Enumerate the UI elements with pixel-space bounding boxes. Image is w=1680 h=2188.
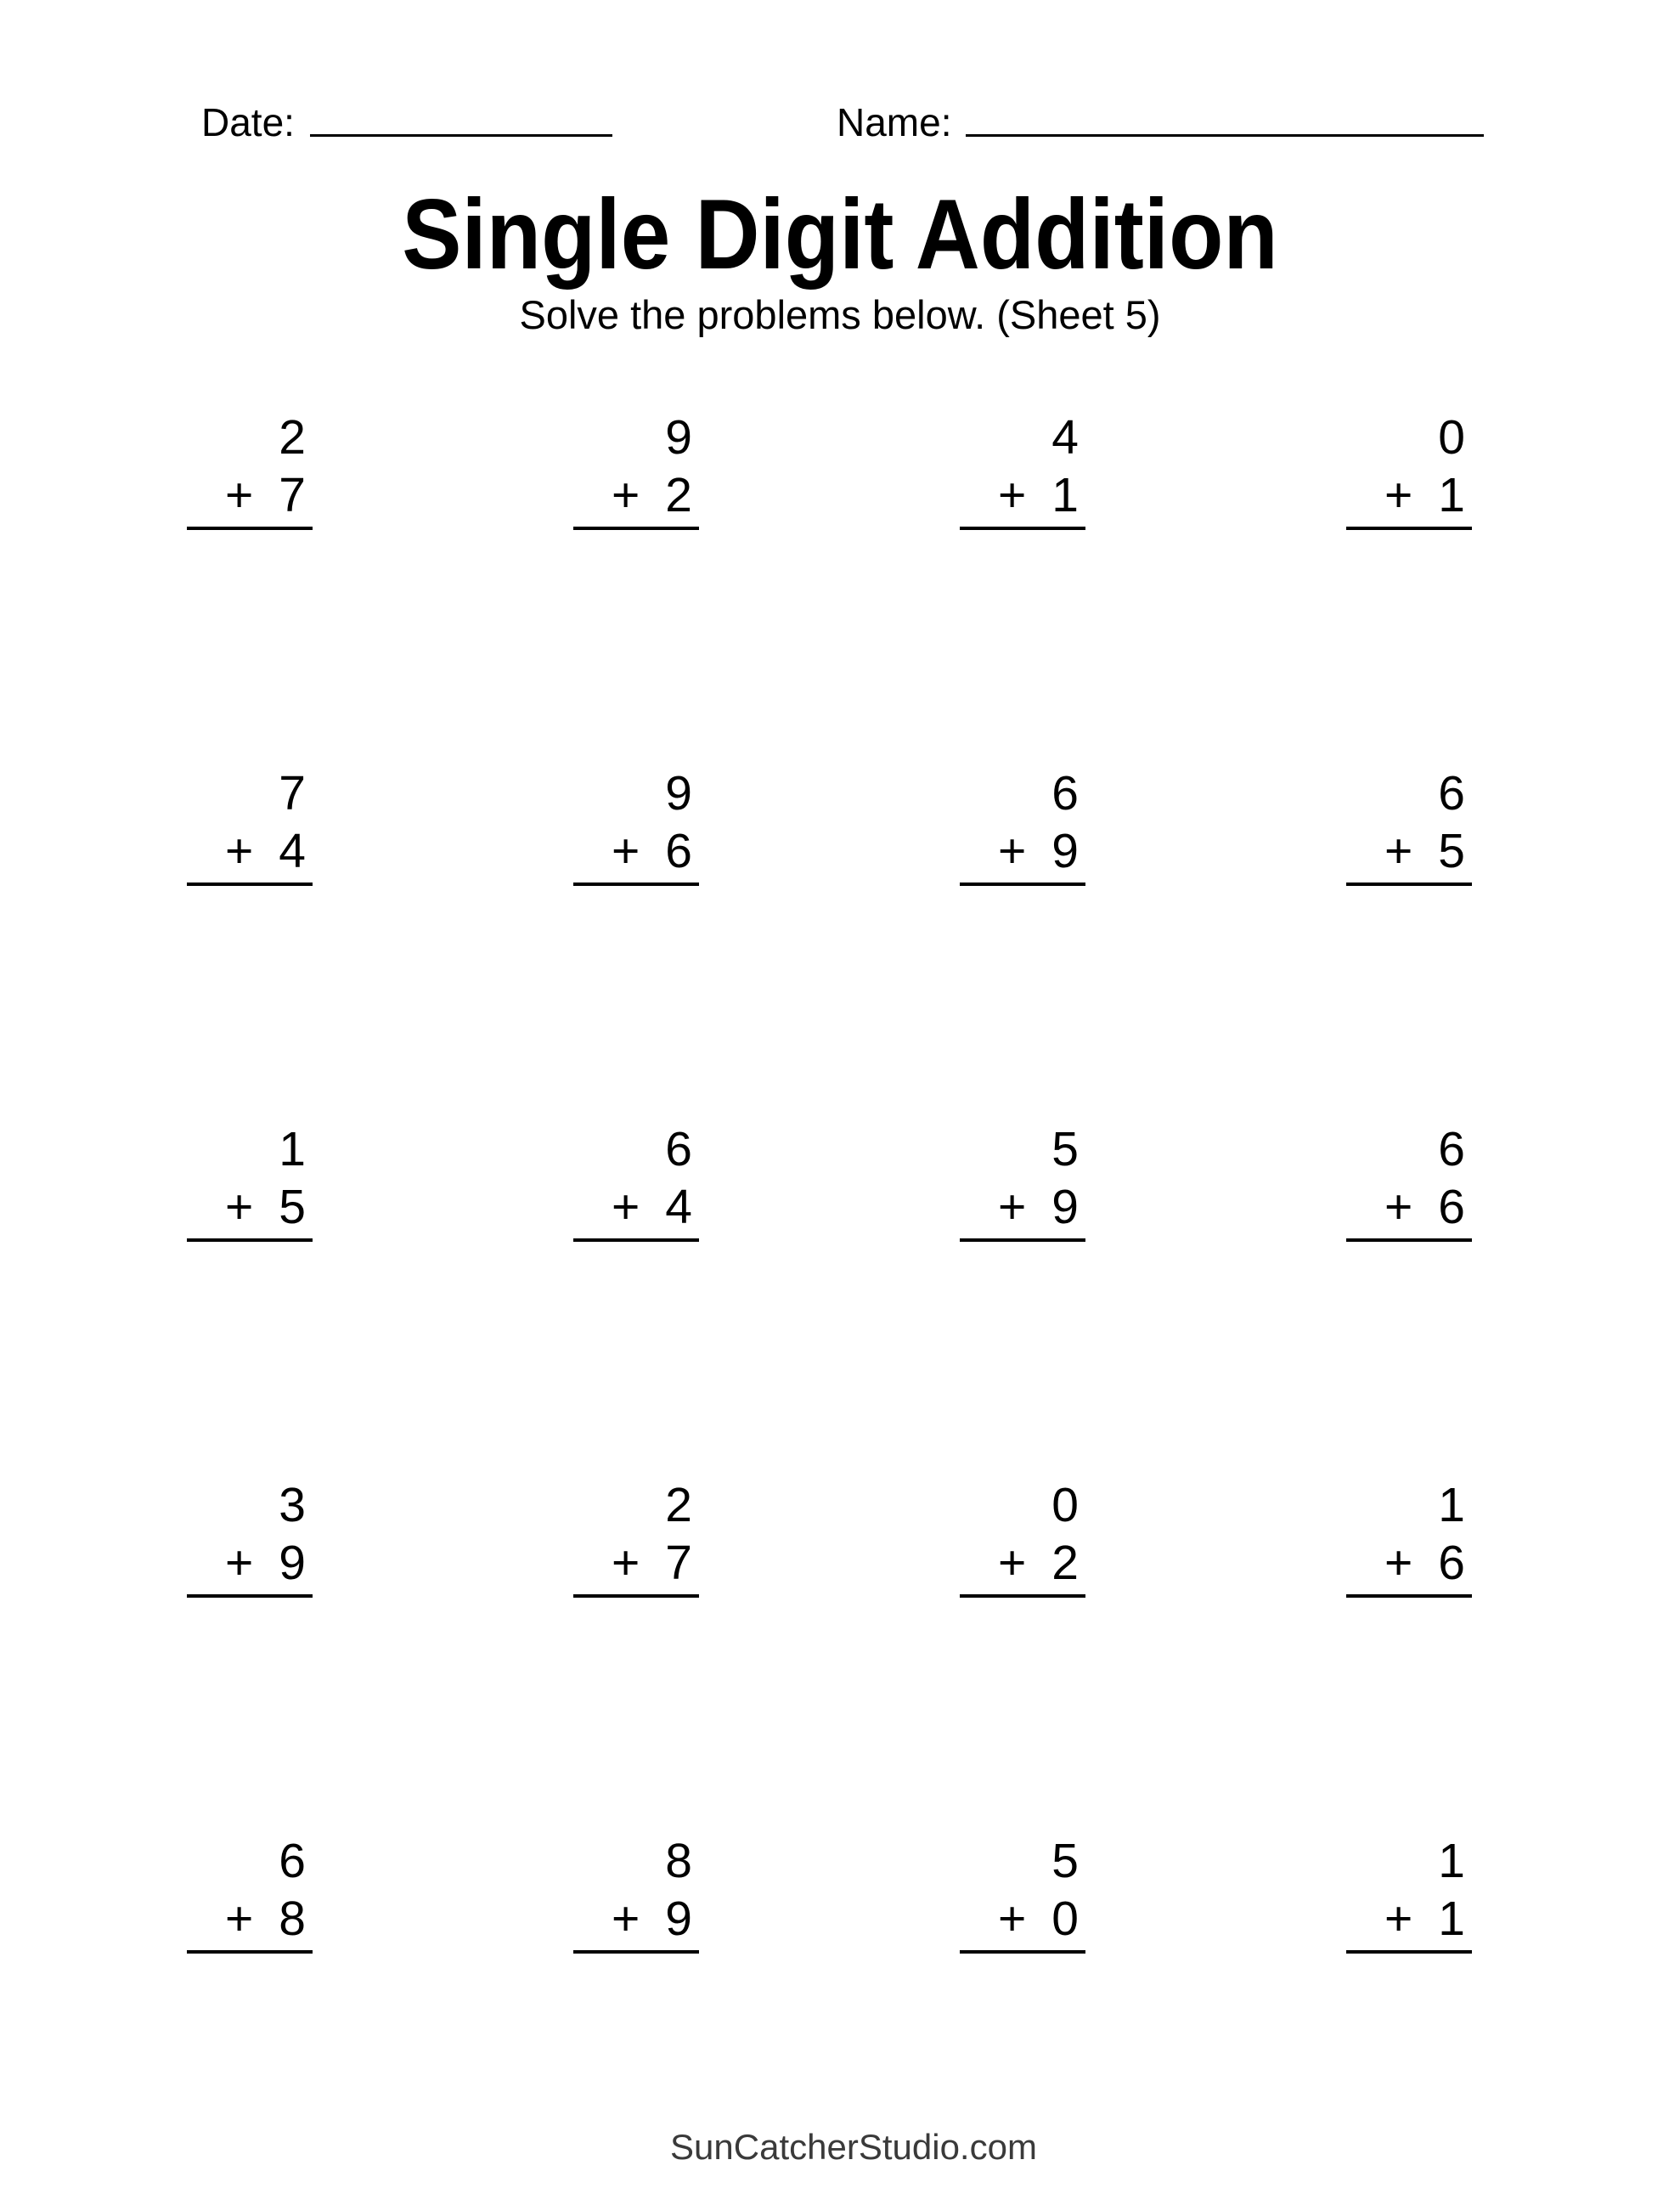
bottom-row [960,466,1085,524]
top-addend: 1 [279,1122,306,1176]
top-addend: 9 [665,410,692,465]
addition-problem [573,1476,699,1832]
top-addend: 0 [1438,410,1465,465]
bottom-row [960,1534,1085,1592]
addition-problem [573,1120,699,1476]
bottom-row [1346,1890,1472,1948]
bottom-row [187,822,313,880]
addition-problem [1346,764,1472,1120]
name-blank-line [966,134,1484,137]
bottom-row [187,1178,313,1236]
bottom-addend: 9 [1051,824,1079,878]
addition-problem [1346,1120,1472,1476]
plus-operator: + [998,468,1027,522]
answer-line [187,1950,313,1954]
plus-operator: + [225,1536,254,1590]
page-title [0,166,1680,302]
answer-line [573,1238,699,1242]
bottom-row [1346,1534,1472,1592]
bottom-row [187,1890,313,1948]
plus-operator: + [612,468,640,522]
bottom-row [573,1178,699,1236]
bottom-addend: 4 [279,824,306,878]
answer-line [187,1238,313,1242]
plus-operator: + [998,824,1027,878]
bottom-row [1346,1178,1472,1236]
bottom-row [1346,466,1472,524]
top-addend: 8 [665,1834,692,1888]
top-addend: 0 [1051,1478,1079,1532]
bottom-addend: 6 [1438,1180,1465,1234]
bottom-addend: 6 [1438,1536,1465,1590]
top-addend: 2 [279,410,306,465]
bottom-row [960,1178,1085,1236]
bottom-addend: 2 [665,468,692,522]
bottom-addend: 7 [279,468,306,522]
bottom-row [960,1890,1085,1948]
plus-operator: + [225,824,254,878]
top-addend: 6 [1438,1122,1465,1176]
plus-operator: + [1384,468,1413,522]
date-blank-line [310,134,612,137]
answer-line [573,1594,699,1598]
bottom-addend: 4 [665,1180,692,1234]
answer-line [1346,1950,1472,1954]
bottom-row [573,1890,699,1948]
top-addend: 1 [1438,1834,1465,1888]
bottom-addend: 1 [1438,468,1465,522]
top-addend: 6 [1438,766,1465,820]
plus-operator: + [612,1180,640,1234]
bottom-addend: 1 [1051,468,1079,522]
answer-line [187,1594,313,1598]
answer-line [960,1594,1085,1598]
answer-line [1346,883,1472,886]
plus-operator: + [1384,1180,1413,1234]
name-label: Name: [837,100,952,144]
addition-problem [960,1476,1085,1832]
answer-line [960,1950,1085,1954]
answer-line [573,883,699,886]
date-label: Date: [201,100,295,144]
plus-operator: + [998,1536,1027,1590]
answer-line [573,527,699,530]
bottom-row [1346,822,1472,880]
bottom-addend: 8 [279,1892,306,1946]
addition-problem [1346,409,1472,764]
top-addend: 4 [1051,410,1079,465]
problems-grid [187,409,1472,2188]
plus-operator: + [612,1536,640,1590]
top-addend: 3 [279,1478,306,1532]
footer-site-text: SunCatcherStudio.com [670,2127,1037,2167]
answer-line [187,527,313,530]
top-addend: 6 [279,1834,306,1888]
top-addend: 1 [1438,1478,1465,1532]
bottom-row [187,466,313,524]
plus-operator: + [225,1180,254,1234]
answer-line [1346,527,1472,530]
answer-line [960,527,1085,530]
addition-problem [187,1120,313,1476]
answer-line [187,883,313,886]
addition-problem [960,764,1085,1120]
plus-operator: + [225,468,254,522]
bottom-addend: 2 [1051,1536,1079,1590]
answer-line [960,883,1085,886]
bottom-addend: 6 [665,824,692,878]
top-addend: 5 [1051,1122,1079,1176]
bottom-addend: 9 [665,1892,692,1946]
bottom-row [960,822,1085,880]
bottom-addend: 9 [279,1536,306,1590]
bottom-row [573,822,699,880]
plus-operator: + [1384,1536,1413,1590]
top-addend: 2 [665,1478,692,1532]
plus-operator: + [1384,824,1413,878]
plus-operator: + [225,1892,254,1946]
addition-problem [573,764,699,1120]
top-addend: 6 [665,1122,692,1176]
answer-line [1346,1594,1472,1598]
answer-line [960,1238,1085,1242]
plus-operator: + [1384,1892,1413,1946]
answer-line [573,1950,699,1954]
addition-problem [960,1120,1085,1476]
bottom-row [187,1534,313,1592]
addition-problem [187,1476,313,1832]
bottom-row [573,1534,699,1592]
page-title-text: Single Digit Addition [402,178,1278,290]
addition-problem [187,764,313,1120]
bottom-addend: 5 [279,1180,306,1234]
plus-operator: + [612,1892,640,1946]
answer-line [1346,1238,1472,1242]
addition-problem [960,409,1085,764]
addition-problem [573,409,699,764]
bottom-addend: 7 [665,1536,692,1590]
plus-operator: + [612,824,640,878]
bottom-addend: 5 [1438,824,1465,878]
top-addend: 7 [279,766,306,820]
addition-problem [1346,1476,1472,1832]
top-addend: 9 [665,766,692,820]
bottom-addend: 1 [1438,1892,1465,1946]
bottom-row [573,466,699,524]
top-addend: 6 [1051,766,1079,820]
addition-problem [187,409,313,764]
bottom-addend: 9 [1051,1180,1079,1234]
bottom-addend: 0 [1051,1892,1079,1946]
plus-operator: + [998,1892,1027,1946]
plus-operator: + [998,1180,1027,1234]
page-subtitle: Solve the problems below. (Sheet 5) [519,292,1161,337]
top-addend: 5 [1051,1834,1079,1888]
